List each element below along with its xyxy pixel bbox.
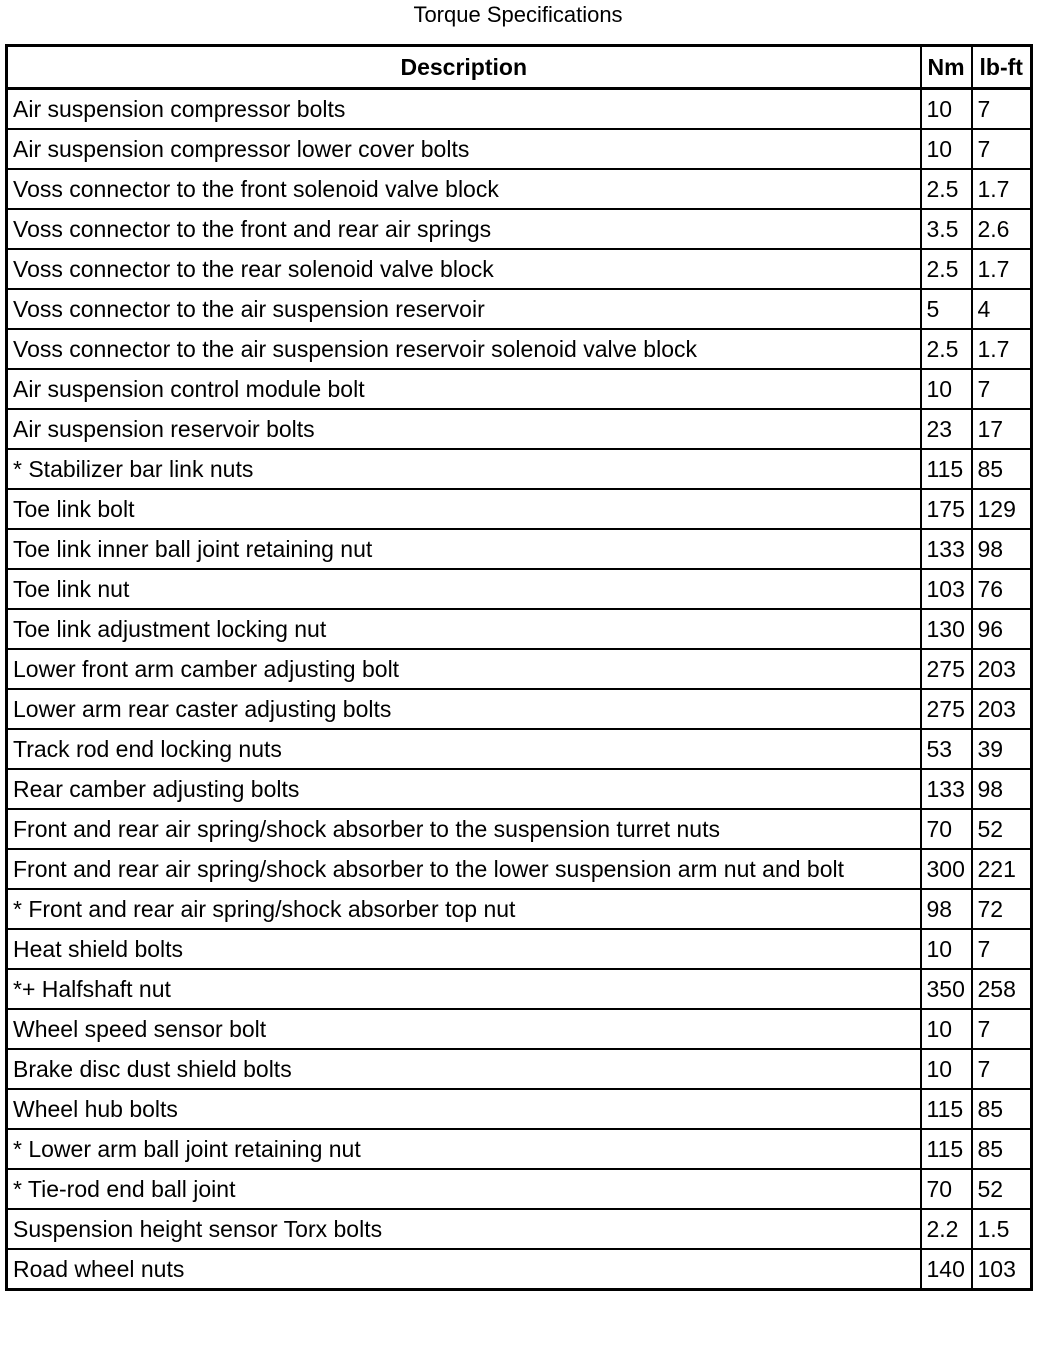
cell-lb-ft: 1.5 xyxy=(972,1209,1032,1249)
cell-lb-ft: 221 xyxy=(972,849,1032,889)
cell-nm: 115 xyxy=(921,1129,972,1169)
cell-lb-ft: 85 xyxy=(972,1089,1032,1129)
cell-description: * Front and rear air spring/shock absorber top nut xyxy=(7,889,921,929)
cell-nm: 130 xyxy=(921,609,972,649)
cell-description: Air suspension reservoir bolts xyxy=(7,409,921,449)
table-row xyxy=(7,529,1032,569)
table-row xyxy=(7,729,1032,769)
table-row xyxy=(7,1129,1032,1169)
cell-lb-ft: 129 xyxy=(972,489,1032,529)
cell-description: Lower arm rear caster adjusting bolts xyxy=(7,689,921,729)
table-row xyxy=(7,129,1032,169)
cell-nm: 115 xyxy=(921,1089,972,1129)
table-row xyxy=(7,329,1032,369)
cell-description: * Stabilizer bar link nuts xyxy=(7,449,921,489)
cell-nm: 23 xyxy=(921,409,972,449)
cell-lb-ft: 96 xyxy=(972,609,1032,649)
cell-description: Toe link adjustment locking nut xyxy=(7,609,921,649)
cell-lb-ft: 17 xyxy=(972,409,1032,449)
cell-description: Toe link bolt xyxy=(7,489,921,529)
cell-lb-ft: 85 xyxy=(972,1129,1032,1169)
cell-description: Road wheel nuts xyxy=(7,1249,921,1290)
cell-lb-ft: 2.6 xyxy=(972,209,1032,249)
table-row xyxy=(7,649,1032,689)
document-title: Torque Specifications xyxy=(413,2,623,27)
cell-lb-ft: 203 xyxy=(972,689,1032,729)
cell-description: * Tie-rod end ball joint xyxy=(7,1169,921,1209)
cell-nm: 275 xyxy=(921,689,972,729)
table-row xyxy=(7,689,1032,729)
cell-description: Voss connector to the front and rear air springs xyxy=(7,209,921,249)
cell-description: Air suspension control module bolt xyxy=(7,369,921,409)
table-row xyxy=(7,289,1032,329)
header-lb-ft: lb-ft xyxy=(972,46,1032,89)
cell-nm: 53 xyxy=(921,729,972,769)
table-row xyxy=(7,249,1032,289)
cell-nm: 70 xyxy=(921,809,972,849)
cell-lb-ft: 1.7 xyxy=(972,169,1032,209)
cell-description: Air suspension compressor bolts xyxy=(7,89,921,130)
cell-nm: 10 xyxy=(921,1049,972,1089)
cell-nm: 2.5 xyxy=(921,329,972,369)
cell-nm: 275 xyxy=(921,649,972,689)
table-row xyxy=(7,489,1032,529)
cell-lb-ft: 1.7 xyxy=(972,329,1032,369)
table-row xyxy=(7,409,1032,449)
cell-nm: 133 xyxy=(921,769,972,809)
table-row xyxy=(7,1249,1032,1290)
cell-lb-ft: 103 xyxy=(972,1249,1032,1290)
cell-nm: 10 xyxy=(921,929,972,969)
cell-lb-ft: 7 xyxy=(972,369,1032,409)
cell-nm: 5 xyxy=(921,289,972,329)
cell-lb-ft: 7 xyxy=(972,1049,1032,1089)
cell-lb-ft: 1.7 xyxy=(972,249,1032,289)
cell-lb-ft: 98 xyxy=(972,529,1032,569)
cell-nm: 70 xyxy=(921,1169,972,1209)
cell-lb-ft: 39 xyxy=(972,729,1032,769)
cell-nm: 2.5 xyxy=(921,249,972,289)
cell-nm: 175 xyxy=(921,489,972,529)
table-row xyxy=(7,1009,1032,1049)
cell-lb-ft: 203 xyxy=(972,649,1032,689)
table-row xyxy=(7,1209,1032,1249)
cell-nm: 10 xyxy=(921,89,972,130)
cell-description: Front and rear air spring/shock absorber to the lower suspension arm nut and bolt xyxy=(7,849,921,889)
cell-description: Track rod end locking nuts xyxy=(7,729,921,769)
cell-description: Wheel hub bolts xyxy=(7,1089,921,1129)
cell-description: Toe link nut xyxy=(7,569,921,609)
cell-description: Brake disc dust shield bolts xyxy=(7,1049,921,1089)
torque-spec-table xyxy=(5,44,1033,1291)
table-header-row xyxy=(7,46,1032,89)
header-nm: Nm xyxy=(921,46,972,89)
table-row xyxy=(7,89,1032,130)
cell-lb-ft: 258 xyxy=(972,969,1032,1009)
cell-lb-ft: 72 xyxy=(972,889,1032,929)
cell-description: *+ Halfshaft nut xyxy=(7,969,921,1009)
table-row xyxy=(7,369,1032,409)
cell-nm: 350 xyxy=(921,969,972,1009)
cell-nm: 140 xyxy=(921,1249,972,1290)
cell-description: Toe link inner ball joint retaining nut xyxy=(7,529,921,569)
table-body xyxy=(7,89,1032,1290)
table-row xyxy=(7,449,1032,489)
cell-description: Wheel speed sensor bolt xyxy=(7,1009,921,1049)
table-row xyxy=(7,169,1032,209)
cell-description: Voss connector to the front solenoid valve block xyxy=(7,169,921,209)
table-row xyxy=(7,769,1032,809)
table-row xyxy=(7,969,1032,1009)
cell-nm: 3.5 xyxy=(921,209,972,249)
cell-description: Voss connector to the air suspension reservoir xyxy=(7,289,921,329)
table-row xyxy=(7,609,1032,649)
table-row xyxy=(7,1049,1032,1089)
cell-description: * Lower arm ball joint retaining nut xyxy=(7,1129,921,1169)
table-row xyxy=(7,849,1032,889)
table-row xyxy=(7,569,1032,609)
cell-lb-ft: 52 xyxy=(972,809,1032,849)
table-row xyxy=(7,889,1032,929)
cell-nm: 115 xyxy=(921,449,972,489)
cell-nm: 103 xyxy=(921,569,972,609)
cell-description: Suspension height sensor Torx bolts xyxy=(7,1209,921,1249)
cell-description: Heat shield bolts xyxy=(7,929,921,969)
cell-description: Voss connector to the air suspension reservoir solenoid valve block xyxy=(7,329,921,369)
table-row xyxy=(7,929,1032,969)
cell-description: Lower front arm camber adjusting bolt xyxy=(7,649,921,689)
cell-nm: 10 xyxy=(921,1009,972,1049)
table-row xyxy=(7,1089,1032,1129)
cell-lb-ft: 85 xyxy=(972,449,1032,489)
table-row xyxy=(7,209,1032,249)
cell-lb-ft: 76 xyxy=(972,569,1032,609)
cell-nm: 98 xyxy=(921,889,972,929)
table-row xyxy=(7,809,1032,849)
header-description: Description xyxy=(7,46,921,89)
cell-lb-ft: 98 xyxy=(972,769,1032,809)
cell-lb-ft: 7 xyxy=(972,89,1032,130)
cell-nm: 300 xyxy=(921,849,972,889)
cell-nm: 133 xyxy=(921,529,972,569)
cell-lb-ft: 52 xyxy=(972,1169,1032,1209)
cell-nm: 2.2 xyxy=(921,1209,972,1249)
cell-description: Rear camber adjusting bolts xyxy=(7,769,921,809)
table-row xyxy=(7,1169,1032,1209)
cell-nm: 2.5 xyxy=(921,169,972,209)
cell-lb-ft: 4 xyxy=(972,289,1032,329)
cell-lb-ft: 7 xyxy=(972,1009,1032,1049)
cell-nm: 10 xyxy=(921,369,972,409)
cell-lb-ft: 7 xyxy=(972,929,1032,969)
cell-nm: 10 xyxy=(921,129,972,169)
cell-lb-ft: 7 xyxy=(972,129,1032,169)
cell-description: Front and rear air spring/shock absorber to the suspension turret nuts xyxy=(7,809,921,849)
cell-description: Voss connector to the rear solenoid valve block xyxy=(7,249,921,289)
cell-description: Air suspension compressor lower cover bolts xyxy=(7,129,921,169)
